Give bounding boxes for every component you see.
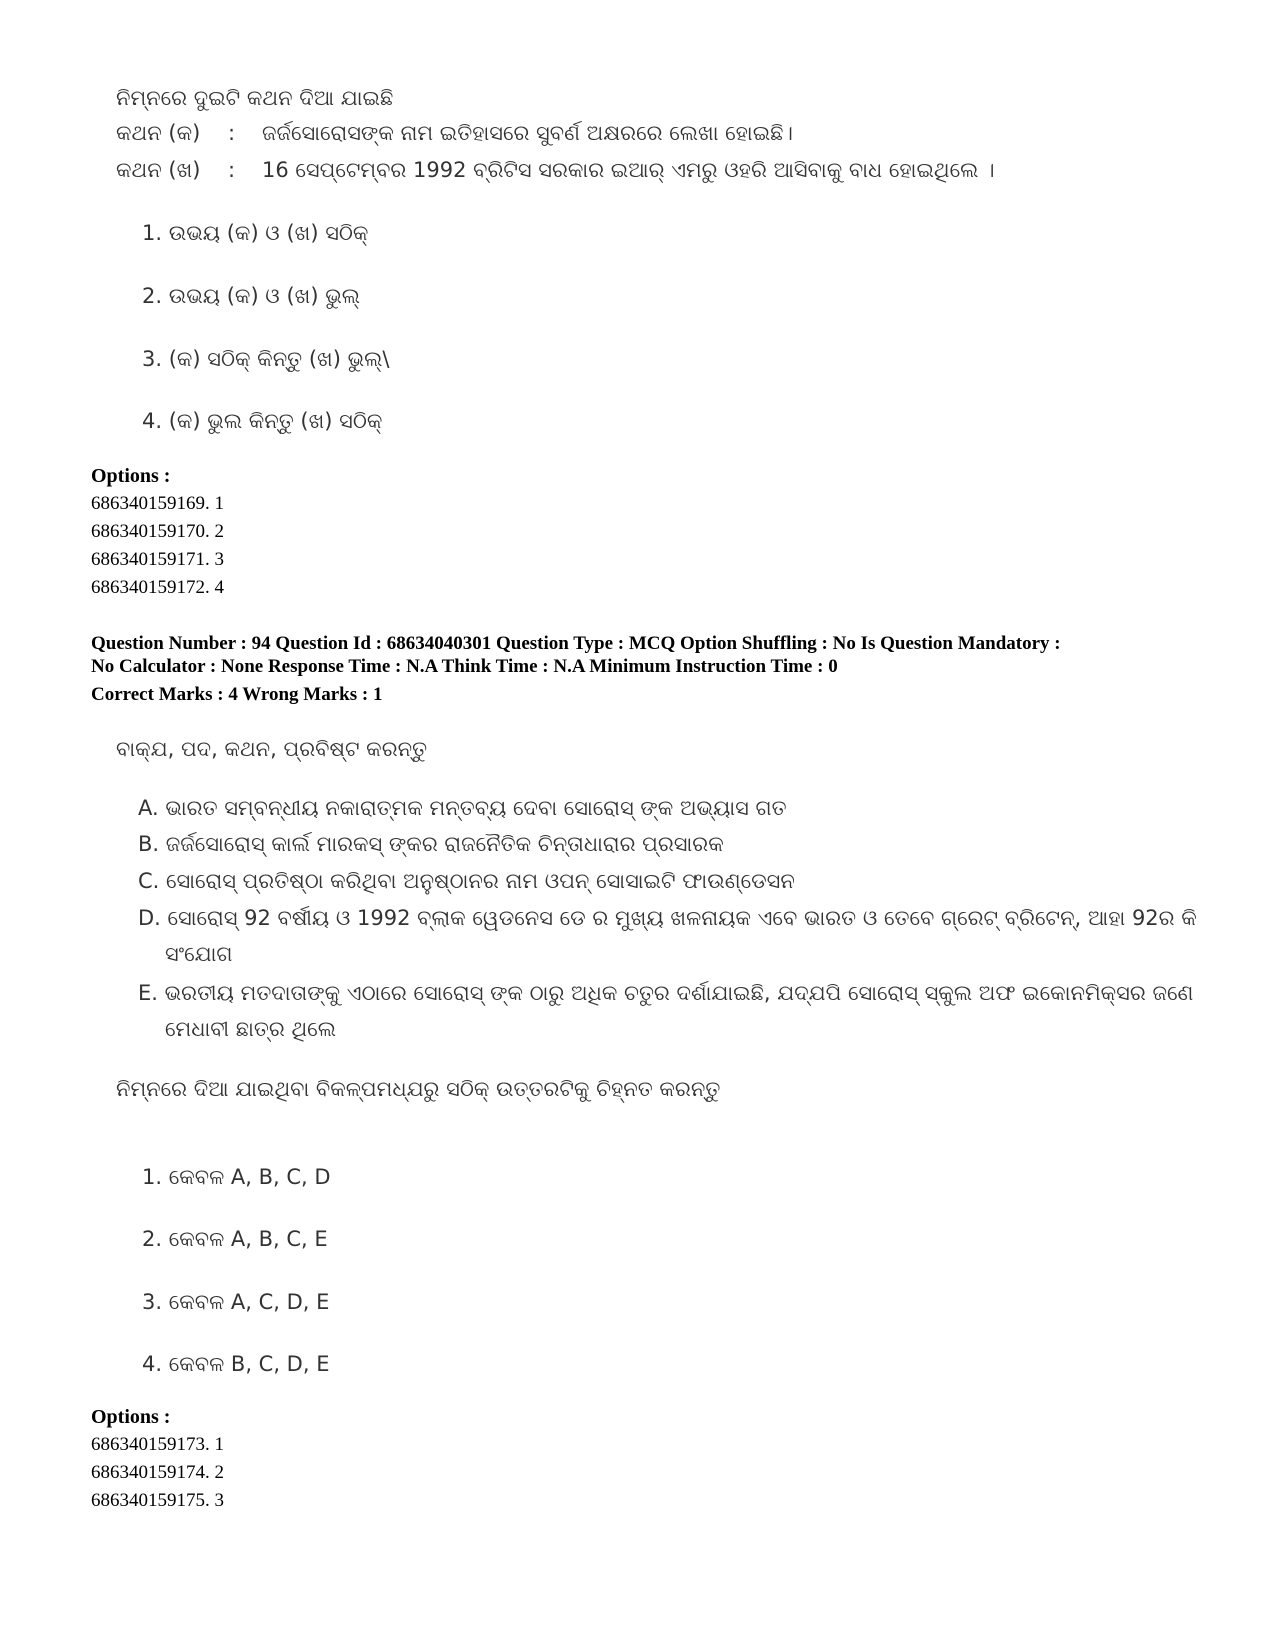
q93-choice-1: 1. ଉଭୟ (କ) ଓ (ଖ) ସଠିକ୍ — [142, 221, 369, 245]
q93-option-3: 686340159171. 3 — [91, 549, 224, 570]
q93-choice-2: 2. ଉଭୟ (କ) ଓ (ଖ) ଭୁଲ୍ — [142, 284, 361, 308]
q93-statement-ka — [116, 121, 793, 146]
statement-label: କଥନ (ଖ) — [116, 158, 201, 182]
q94-option-1: 686340159173. 1 — [91, 1434, 224, 1455]
q93-intro: ନିମ୍ନରେ ଦୁଇଟି କଥନ ଦିଆ ଯାଇଛି — [116, 86, 394, 110]
q94-option-2: 686340159174. 2 — [91, 1462, 224, 1483]
q94-meta-line1: Question Number : 94 Question Id : 68634040301 Question Type : MCQ Option Shuffling : No Is Question Mandatory : — [91, 633, 1061, 654]
q93-option-2: 686340159170. 2 — [91, 521, 224, 542]
q94-item-b: B. ଜର୍ଜସୋରୋସ୍ କାର୍ଲ ମାରକସ୍ ଙ୍କର ରାଜନୈତିକ ଚିନ୍ତାଧାରାର ପ୍ରସାରକ — [138, 832, 724, 856]
statement-text: ଜର୍ଜସୋରୋସଙ୍କ ନାମ ଇତିହାସରେ ସୁବର୍ଣ ଅକ୍ଷରରେ ଲେଖା ହୋଇଛି। — [262, 121, 793, 145]
statement-separator: : — [228, 121, 236, 145]
statement-text: 16 ସେପ୍ଟେମ୍ବର 1992 ବ୍ରିଟିସ ସରକାର ଇଆର୍ ଏମରୁ ଓହରି ଆସିବାକୁ ବାଧ ହୋଇଥିଲେ । — [262, 158, 995, 182]
q94-options-heading: Options : — [91, 1406, 171, 1428]
q93-option-1: 686340159169. 1 — [91, 493, 224, 514]
q94-intro: ବାକ୍ଯ, ପଦ, କଥନ, ପ୍ରବିଷ୍ଟ କରନ୍ତୁ — [116, 737, 428, 761]
q94-choice-1: 1. କେବଳ A, B, C, D — [142, 1165, 331, 1189]
statement-label: କଥନ (କ) — [116, 121, 201, 145]
q94-meta-line2: No Calculator : None Response Time : N.A Think Time : N.A Minimum Instruction Time : 0 — [91, 656, 838, 677]
q94-item-d-line2: ସଂଯୋଗ — [165, 942, 233, 966]
q94-choice-4: 4. କେବଳ B, C, D, E — [142, 1352, 330, 1376]
q93-choice-4: 4. (କ) ଭୁଲ କିନ୍ତୁ (ଖ) ସଠିକ୍ — [142, 409, 383, 433]
q94-instruction: ନିମ୍ନରେ ଦିଆ ଯାଇଥିବା ବିକଳ୍ପମଧ୍ଯରୁ ସଠିକ୍ ଉତ୍ତରଟିକୁ ଚିହ୍ନତ କରନ୍ତୁ — [116, 1077, 721, 1101]
statement-separator: : — [228, 158, 236, 182]
q93-choice-3: 3. (କ) ସଠିକ୍ କିନ୍ତୁ (ଖ) ଭୁଲ୍\ — [142, 347, 390, 371]
q94-item-e-line1: E. ଭରତୀୟ ମତଦାତାଙ୍କୁ ଏଠାରେ ସୋରୋସ୍ ଙ୍କ ଠାରୁ ଅଧିକ ଚତୁର ଦର୍ଶାଯାଇଛି, ଯଦ୍ଯପି ସୋରୋସ୍ ସ୍କୁଲ ଅଫ ଇକୋନମିକ୍ସର ଜଣେ — [138, 981, 1194, 1005]
q94-item-e-line2: ମେଧାବୀ ଛାତ୍ର ଥିଲେ — [165, 1017, 336, 1041]
q93-option-4: 686340159172. 4 — [91, 577, 224, 598]
q94-item-c: C. ସୋରୋସ୍ ପ୍ରତିଷ୍ଠା କରିଥିବା ଅନୁଷ୍ଠାନର ନାମ ଓପନ୍ ସୋସାଇଟି ଫାଉଣ୍ଡେସନ — [138, 869, 795, 893]
q94-choice-3: 3. କେବଳ A, C, D, E — [142, 1290, 330, 1314]
q94-choice-2: 2. କେବଳ A, B, C, E — [142, 1227, 328, 1251]
q93-options-heading: Options : — [91, 465, 171, 487]
q94-meta-line3: Correct Marks : 4 Wrong Marks : 1 — [91, 684, 383, 705]
q94-item-a: A. ଭାରତ ସମ୍ବନ୍ଧୀୟ ନକାରାତ୍ମକ ମନ୍ତବ୍ୟ ଦେବା ସୋରୋସ୍ ଙ୍କ ଅଭ୍ୟାସ ଗତ — [138, 796, 787, 820]
q94-option-3: 686340159175. 3 — [91, 1490, 224, 1511]
q93-statement-kha — [116, 158, 995, 183]
q94-item-d-line1: D. ସୋରୋସ୍ 92 ବର୍ଷୀୟ ଓ 1992 ବ୍ଲାକ ୱେଡନେସ ଡେ ର ମୁଖ୍ୟ ଖଳନାୟକ ଏବେ ଭାରତ ଓ ତେବେ ଗ୍ରେଟ୍ ବ୍ରିଟେନ୍, ଆହା 92ର କି — [138, 906, 1197, 930]
